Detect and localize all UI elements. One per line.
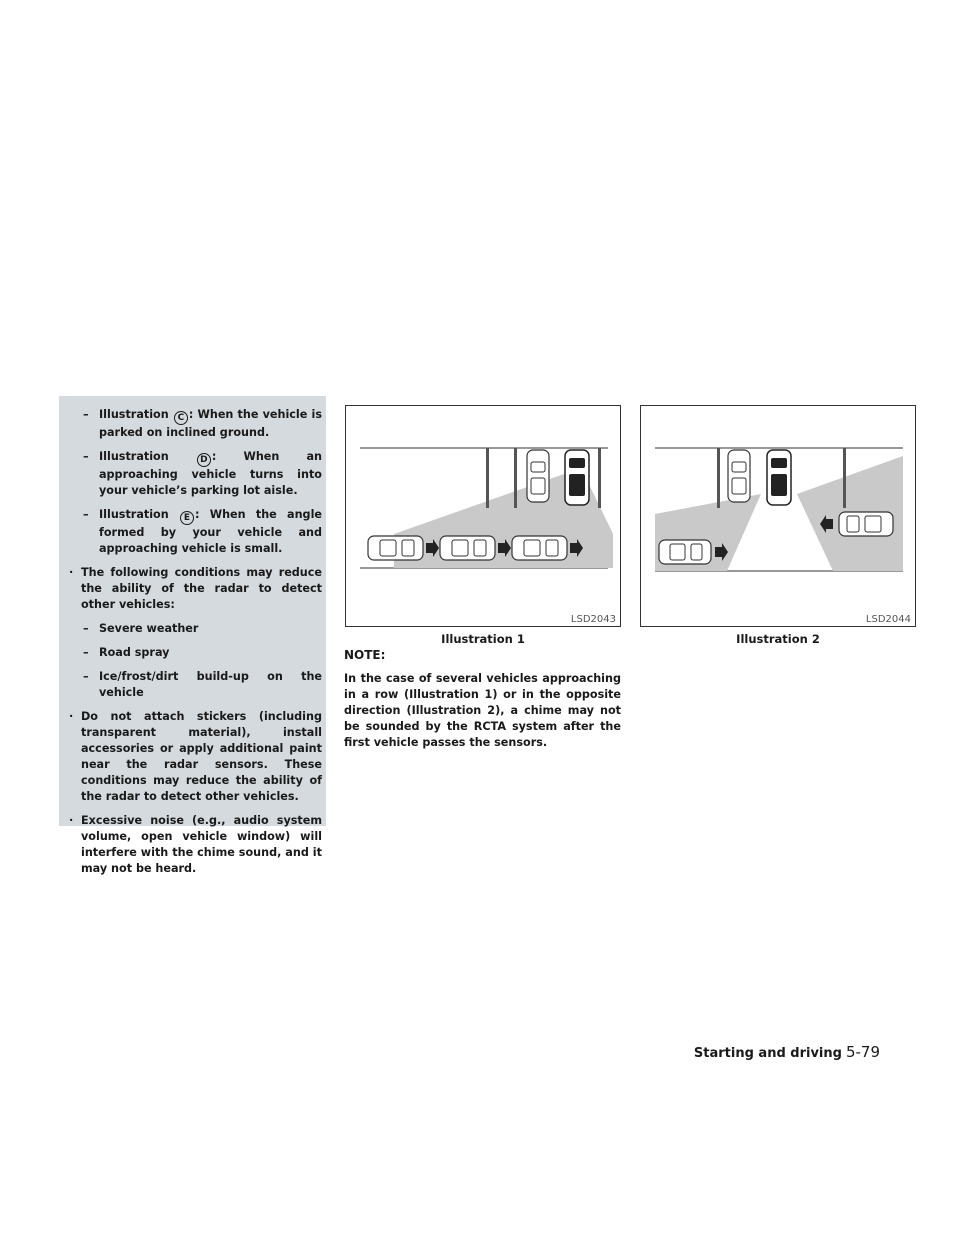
own-vehicle-icon — [767, 450, 791, 505]
own-vehicle-icon — [565, 450, 589, 505]
approaching-car-icon — [512, 536, 567, 560]
parked-car-icon — [527, 450, 549, 502]
caution-bullet-item: · The following conditions may reduce the ability of the radar to detect other vehicles: — [69, 566, 322, 611]
caution-dash-item: – Road spray — [83, 646, 170, 659]
note-heading: NOTE: — [344, 648, 386, 662]
approaching-car-icon — [659, 540, 711, 564]
caution-dash-item: – Illustration C : When the vehicle is parked on inclined ground. — [83, 408, 322, 439]
caution-dash-item: – Illustration D : When an approaching vehicle turns into your vehicle’s parking lot aisle. — [83, 450, 322, 497]
approaching-car-icon — [839, 512, 893, 536]
footer-section-title: Starting and driving — [693, 1046, 842, 1061]
illustration-code: LSD2044 — [865, 614, 911, 625]
caution-dash-item: – Severe weather — [83, 622, 199, 635]
note-section — [344, 647, 621, 751]
parking-diagram-2 — [641, 406, 915, 626]
approaching-car-icon — [368, 536, 423, 560]
parking-diagram-1 — [346, 406, 620, 626]
illustration-1 — [345, 405, 621, 627]
page-footer — [694, 1043, 880, 1061]
bullet-icon: · — [69, 710, 74, 723]
bullet-icon: · — [69, 566, 74, 579]
parked-car-icon — [728, 450, 750, 502]
note-body: In the case of several vehicles approaching in a row (Illustration 1) or in the opposite direction (Illustration 2), a chime may not be sounded by the RCTA system after the first vehicle passes the sensors. — [344, 672, 621, 749]
caution-bullet-item: · Excessive noise (e.g., audio system volume, open vehicle window) will interfere with the chime sound, and it may not be heard. — [69, 814, 322, 875]
illustration-2 — [640, 405, 916, 627]
illustration-code: LSD2043 — [570, 614, 616, 625]
circled-marker-d-icon: D — [197, 453, 211, 467]
caution-dash-item: – Ice/frost/dirt build-up on the vehicle — [83, 670, 322, 699]
approaching-car-icon — [440, 536, 495, 560]
circled-marker-c-icon: C — [174, 411, 188, 425]
page-number: 5-79 — [845, 1043, 880, 1061]
caution-box — [59, 396, 326, 875]
illustration-caption: Illustration 1 — [441, 632, 525, 646]
illustration-caption: Illustration 2 — [736, 632, 820, 646]
bullet-icon: · — [69, 814, 74, 827]
caution-bullet-item: · Do not attach stickers (including transparent material), install accessories or apply additional paint near the radar sensors. These conditions may reduce the ability of the radar to detect other vehicles. — [69, 710, 322, 803]
caution-dash-item: – Illustration E : When the angle formed by your vehicle and approaching vehicle is small. — [83, 508, 322, 555]
circled-marker-e-icon: E — [180, 511, 194, 525]
